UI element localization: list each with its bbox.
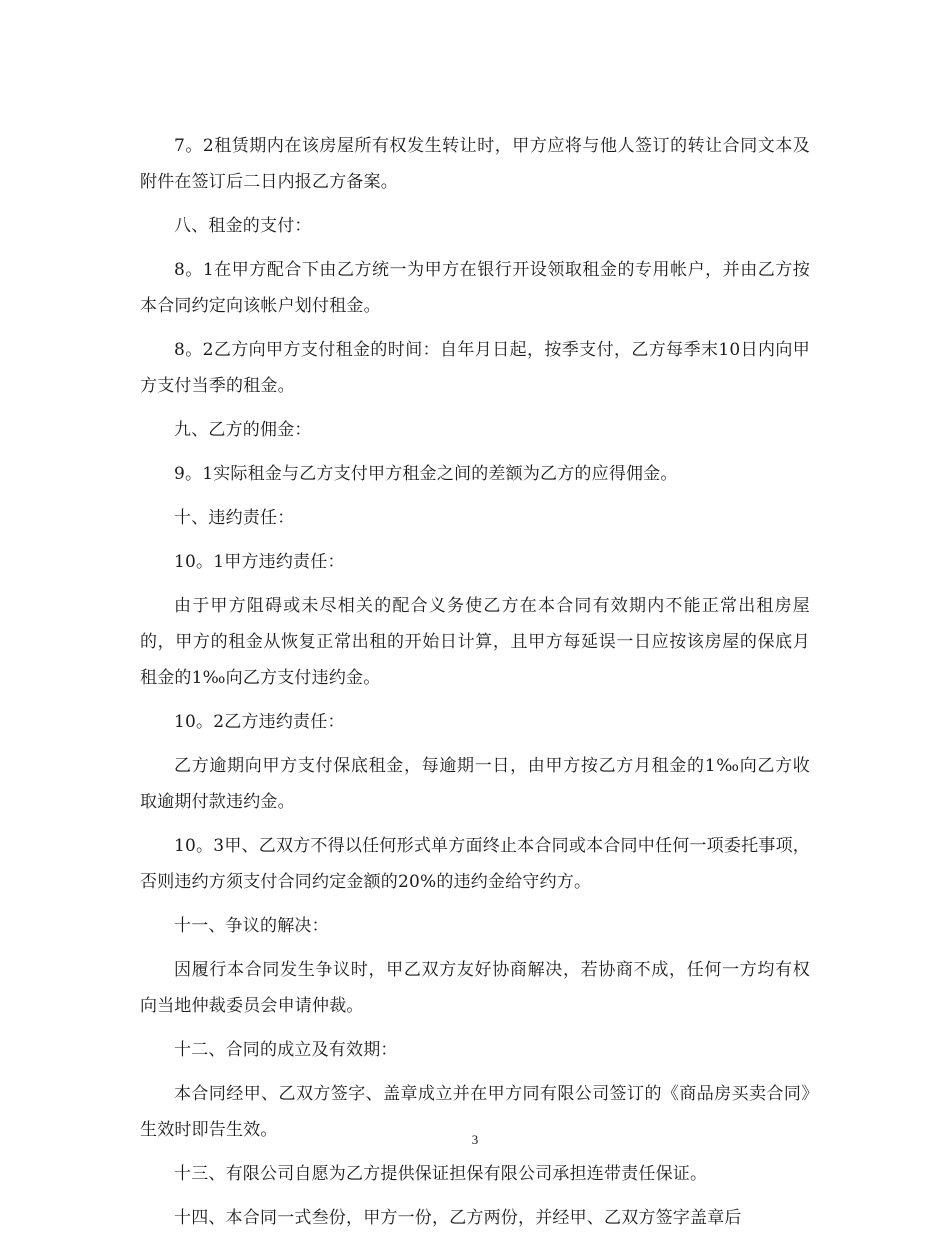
paragraph-7-2: 7。2租赁期内在该房屋所有权发生转让时，甲方应将与他人签订的转让合同文本及附件在签订后二日内报乙方备案。 <box>140 136 810 192</box>
document-body <box>140 128 810 1244</box>
paragraph-8-1: 8。1在甲方配合下由乙方统一为甲方在银行开设领取租金的专用帐户，并由乙方按本合同约定向该帐户划付租金。 <box>140 260 810 316</box>
paragraph-9-1: 9。1实际租金与乙方支付甲方租金之间的差额为乙方的应得佣金。 <box>174 464 678 484</box>
page-number: 3 <box>471 1132 479 1147</box>
heading-liability: 十、违约责任： <box>174 508 295 528</box>
paragraph-validity: 本合同经甲、乙双方签字、盖章成立并在甲方同有限公司签订的《商品房买卖合同》生效时即告生效。 <box>140 1084 810 1140</box>
paragraph-dispute: 因履行本合同发生争议时，甲乙双方友好协商解决，若协商不成，任何一方均有权向当地仲裁委员会申请仲裁。 <box>140 960 810 1016</box>
paragraph-guarantee: 十三、有限公司自愿为乙方提供保证担保有限公司承担连带责任保证。 <box>174 1164 708 1184</box>
heading-validity: 十二、合同的成立及有效期： <box>174 1040 398 1060</box>
paragraph-10-1: 10。1甲方违约责任： <box>174 552 345 572</box>
paragraph-10-2: 10。2乙方违约责任： <box>174 712 345 732</box>
paragraph-10-3: 10。3甲、乙双方不得以任何形式单方面终止本合同或本合同中任何一项委托事项，否则违约方须支付合同约定金额的20%的违约金给守约方。 <box>140 836 810 892</box>
heading-dispute: 十一、争议的解决： <box>174 916 329 936</box>
heading-commission: 九、乙方的佣金： <box>174 420 312 440</box>
paragraph-copies: 十四、本合同一式叁份，甲方一份，乙方两份，并经甲、乙双方签字盖章后 <box>174 1208 742 1228</box>
paragraph-10-2-detail: 乙方逾期向甲方支付保底租金，每逾期一日，由甲方按乙方月租金的1‰向乙方收取逾期付款违约金。 <box>140 756 810 812</box>
paragraph-8-2: 8。2乙方向甲方支付租金的时间：自年月日起，按季支付，乙方每季末10日内向甲方支付当季的租金。 <box>140 340 810 396</box>
paragraph-10-1-detail: 由于甲方阻碍或未尽相关的配合义务使乙方在本合同有效期内不能正常出租房屋的，甲方的租金从恢复正常出租的开始日计算，且甲方每延误一日应按该房屋的保底月租金的1‰向乙方支付违约金。 <box>140 596 810 688</box>
heading-rent-payment: 八、租金的支付： <box>174 216 312 236</box>
